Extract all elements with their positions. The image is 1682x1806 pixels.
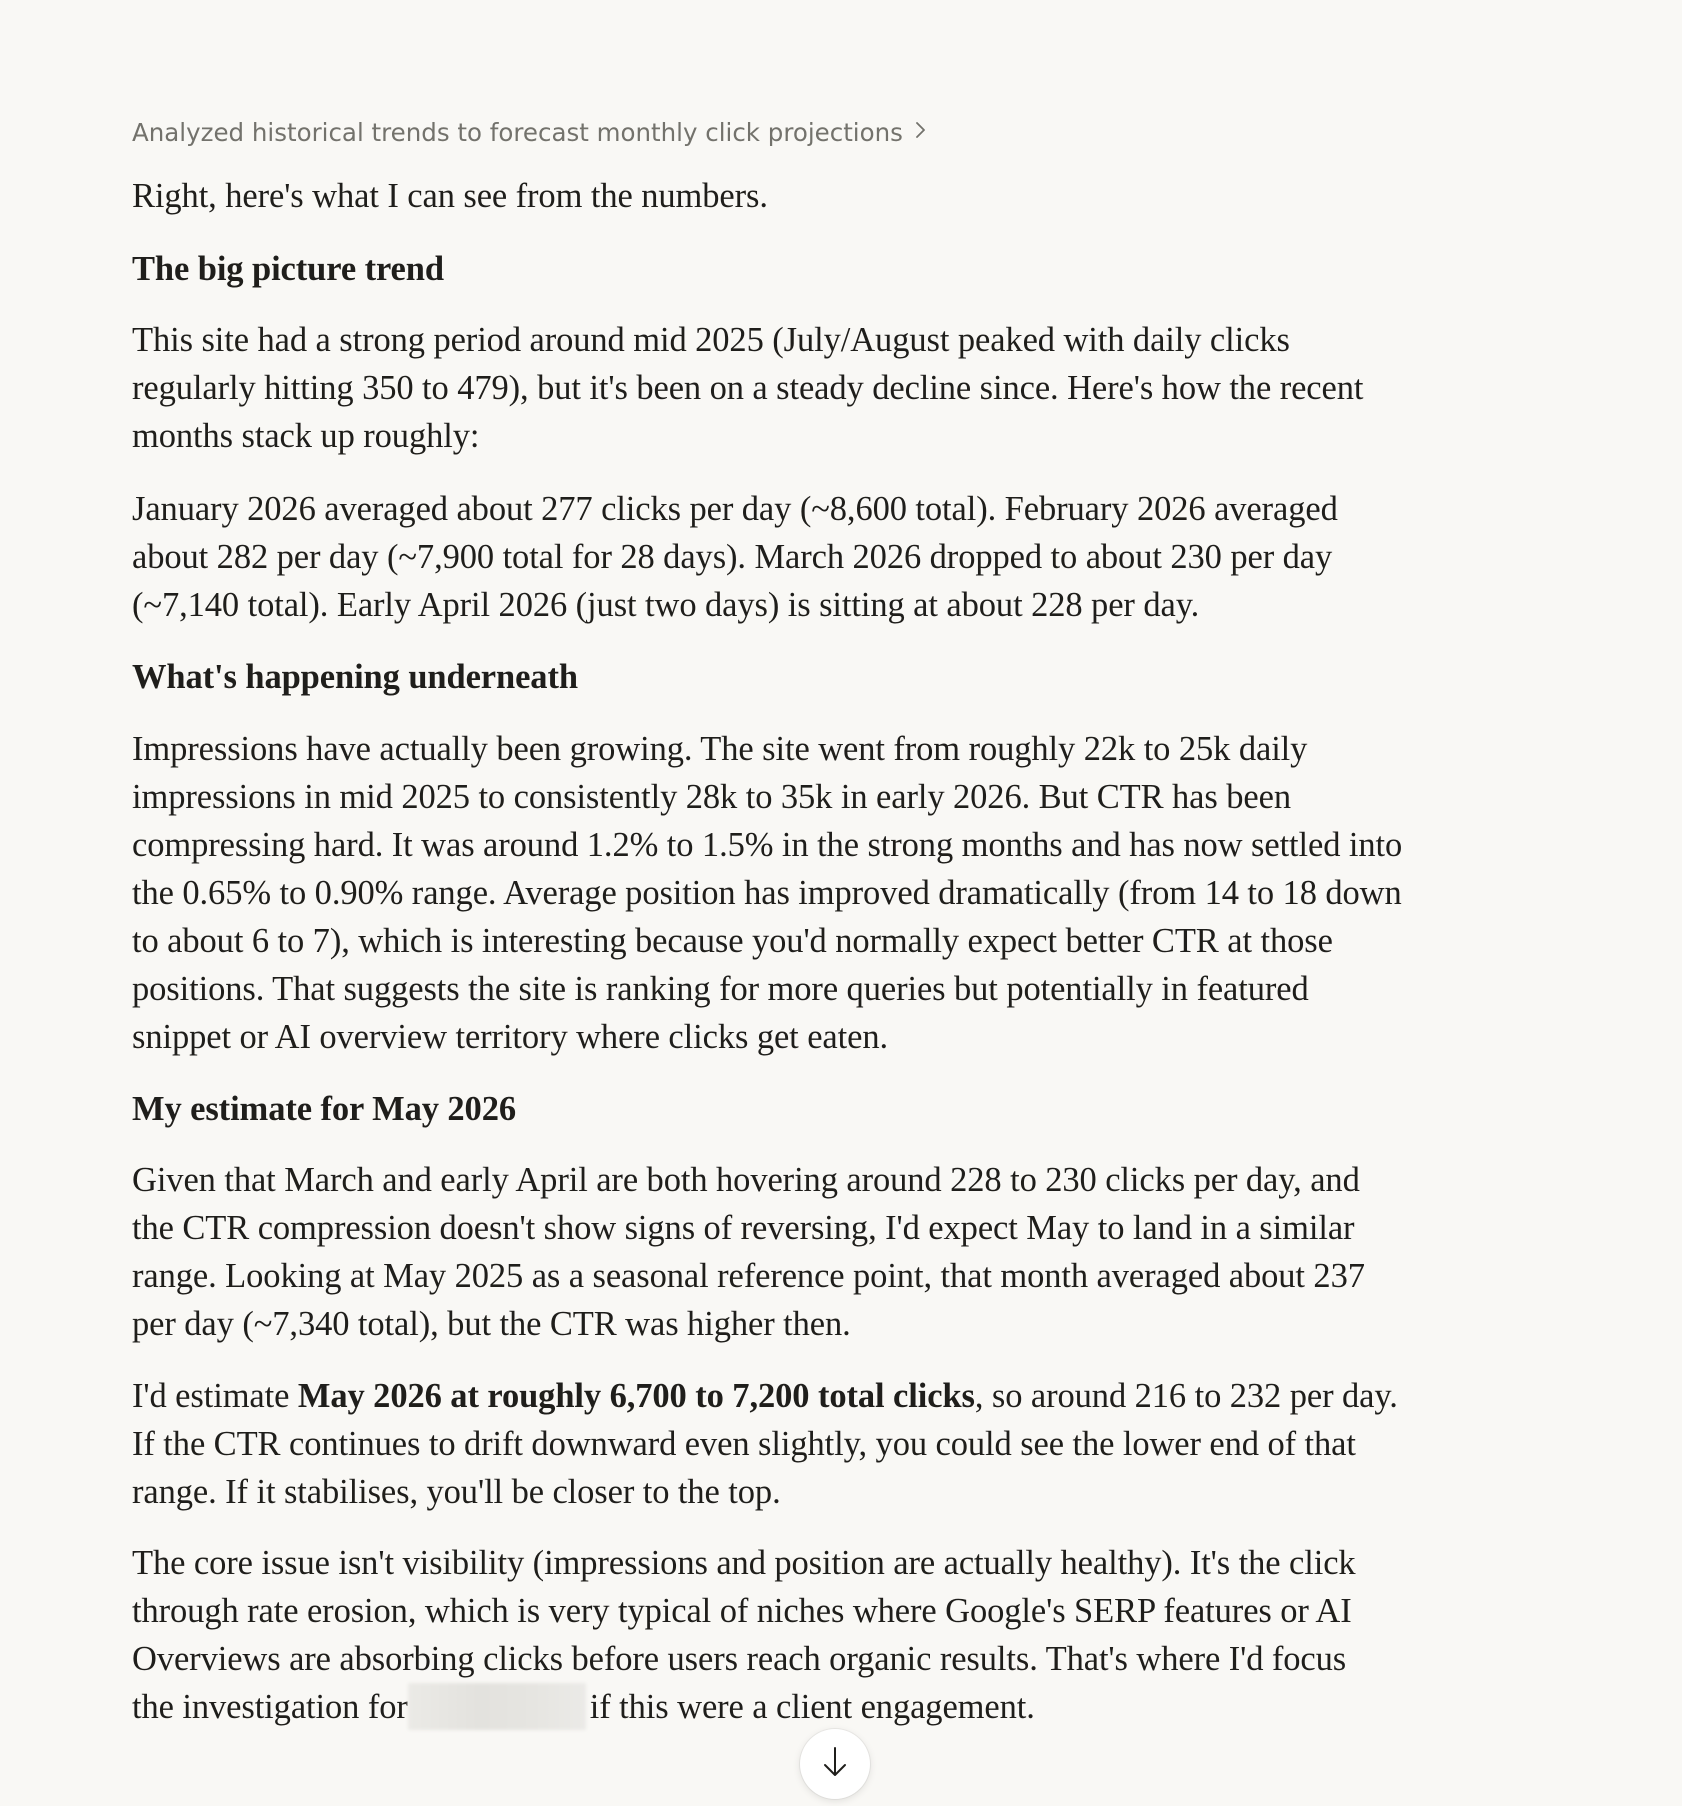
text-run: I'd estimate — [132, 1377, 298, 1415]
paragraph-line: Given that March and early April are both hovering around 228 to 230 clicks per day, and — [132, 1161, 1360, 1199]
section-heading: What's happening underneath — [132, 658, 578, 696]
chevron-right-icon — [915, 120, 927, 146]
paragraph-line: range. Looking at May 2025 as a seasonal reference point, that month averaged about 237 — [132, 1257, 1365, 1295]
paragraph-line: months stack up roughly: — [132, 417, 480, 455]
paragraph-line: (~7,140 total). Early April 2026 (just two days) is sitting at about 228 per day. — [132, 586, 1200, 624]
paragraph-line: through rate erosion, which is very typical of niches where Google's SERP features or AI — [132, 1592, 1352, 1630]
paragraph-line: regularly hitting 350 to 479), but it's been on a steady decline since. Here's how the recent — [132, 369, 1364, 407]
intro-text: Right, here's what I can see from the numbers. — [132, 177, 768, 215]
paragraph-line: about 282 per day (~7,900 total for 28 days). March 2026 dropped to about 230 per day — [132, 538, 1333, 576]
paragraph-line: January 2026 averaged about 277 clicks per day (~8,600 total). February 2026 averaged — [132, 490, 1338, 528]
section-heading: The big picture trend — [132, 250, 444, 288]
scroll-to-bottom-button[interactable] — [800, 1729, 870, 1799]
arrow-down-icon — [821, 1745, 849, 1784]
paragraph-line: the CTR compression doesn't show signs of reversing, I'd expect May to land in a similar — [132, 1209, 1355, 1247]
paragraph-line: the 0.65% to 0.90% range. Average position has improved dramatically (from 14 to 18 down — [132, 874, 1402, 912]
thinking-summary-label: Analyzed historical trends to forecast monthly click projections — [132, 118, 903, 147]
section-heading: My estimate for May 2026 — [132, 1090, 517, 1128]
paragraph-line: Overviews are absorbing clicks before users reach organic results. That's where I'd focus — [132, 1640, 1347, 1678]
paragraph-line: range. If it stabilises, you'll be closer to the top. — [132, 1473, 781, 1511]
paragraph-line: compressing hard. It was around 1.2% to 1.5% in the strong months and has now settled into — [132, 826, 1403, 864]
paragraph-line: If the CTR continues to drift downward even slightly, you could see the lower end of that — [132, 1425, 1356, 1463]
thinking-summary-toggle[interactable] — [132, 118, 927, 147]
text-run: the investigation for — [132, 1688, 408, 1726]
text-run: , so around 216 to 232 per day. — [974, 1377, 1398, 1415]
paragraph-line: snippet or AI overview territory where clicks get eaten. — [132, 1018, 888, 1056]
paragraph-line: The core issue isn't visibility (impressions and position are actually healthy). It's the click — [132, 1544, 1356, 1582]
paragraph-line: to about 6 to 7), which is interesting because you'd normally expect better CTR at those — [132, 922, 1333, 960]
estimate-highlight: May 2026 at roughly 6,700 to 7,200 total clicks — [297, 1377, 975, 1415]
paragraph-line — [132, 1372, 1398, 1420]
paragraph-line: impressions in mid 2025 to consistently 28k to 35k in early 2026. But CTR has been — [132, 778, 1291, 816]
paragraph-line: positions. That suggests the site is ranking for more queries but potentially in featured — [132, 970, 1309, 1008]
paragraph-line: This site had a strong period around mid 2025 (July/August peaked with daily clicks — [132, 321, 1290, 359]
paragraph-line: per day (~7,340 total), but the CTR was higher then. — [132, 1305, 851, 1343]
redacted-text — [408, 1683, 586, 1730]
paragraph-line: Impressions have actually been growing. The site went from roughly 22k to 25k daily — [132, 730, 1308, 768]
paragraph-line — [132, 1683, 1035, 1731]
text-run: if this were a client engagement. — [589, 1688, 1035, 1726]
